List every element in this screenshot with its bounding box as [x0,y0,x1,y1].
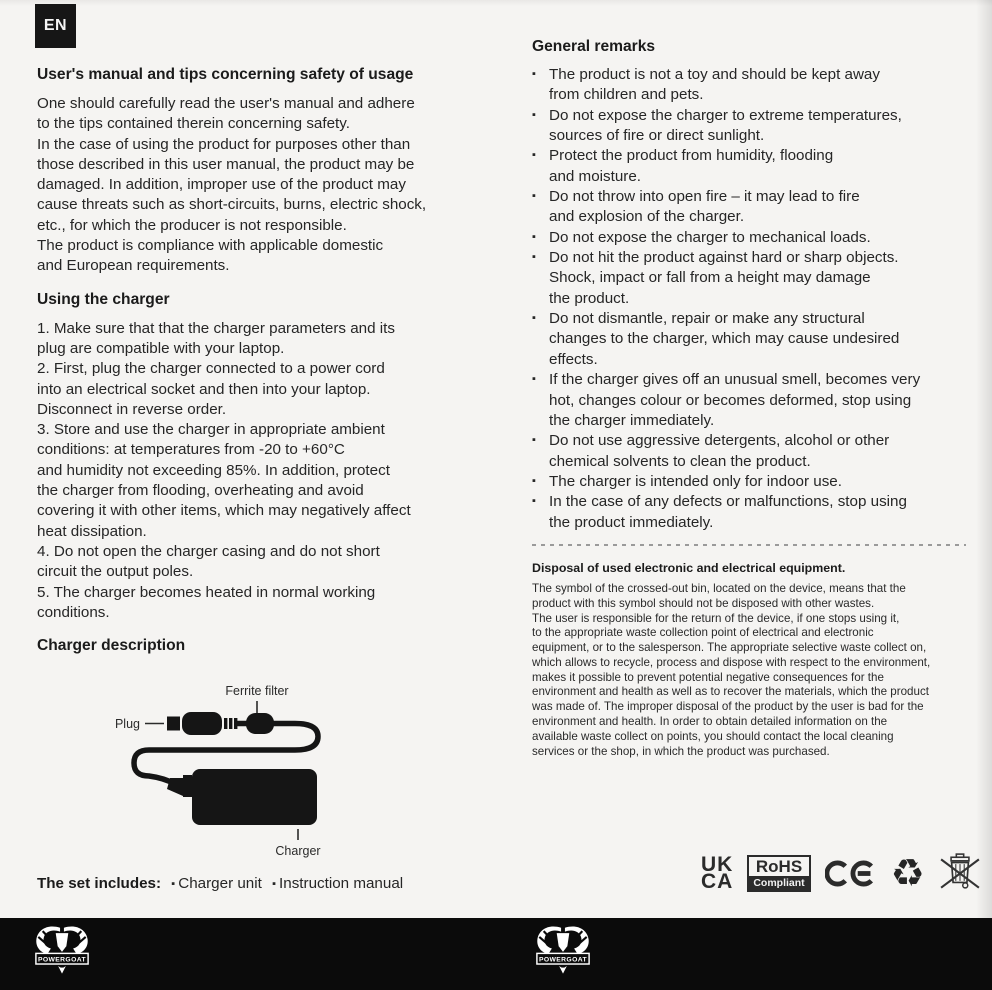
remark-item: ▪ In the case of any defects or malfunctions, stop using the product immediately. [532,492,979,533]
certification-marks-row [701,849,981,897]
remark-item: ▪ Do not dismantle, repair or make any structural changes to the charger, which may cause undesired effects. [532,309,979,370]
powergoat-logo [33,923,91,977]
rohs-mark [747,855,810,892]
manual-heading: User's manual and tips concerning safety of usage [37,66,414,83]
set-includes-line [37,875,480,892]
general-remarks-heading: General remarks [532,38,656,55]
remark-item: ▪ Protect the product from humidity, flooding and moisture. [532,146,979,187]
goat-beard [559,966,567,974]
ce-mark-icon [825,857,877,890]
ukca-mark [701,852,734,893]
goat-horn-left [537,927,561,954]
goat-face [56,933,69,952]
ukca-line2: CA [701,870,734,893]
goat-beard [58,966,66,974]
left-column [37,66,480,892]
brand-name: POWERGOAT [38,956,86,964]
plug-tip-icon [167,717,180,731]
scan-top-shadow [0,0,992,6]
rohs-subtitle: Compliant [749,876,808,890]
remark-item: ▪ Do not expose the charger to mechanical loads. [532,228,979,248]
set-includes-item: ▪ Charger unit [171,875,262,892]
ukca-line1: UK [701,852,734,876]
ferrite-filter-label: Ferrite filter [225,684,289,699]
language-badge: EN [35,4,76,48]
dashed-separator [532,544,966,546]
cable-grommet-icon [224,718,227,729]
plug-body-icon [182,712,222,735]
remark-item: ▪ If the charger gives off an unusual smell, becomes very hot, changes colour or becomes deformed, stop using the charger immediately. [532,370,979,431]
brand-name: POWERGOAT [539,956,587,964]
weee-crossed-bin-icon [939,851,981,895]
goat-horn-right [64,927,88,954]
remark-item: ▪ The product is not a toy and should be kept away from children and pets. [532,65,979,106]
disposal-heading: Disposal of used electronic and electrical equipment. [532,560,846,575]
goat-horn-left [36,927,60,954]
goat-horn-right [565,927,589,954]
charger-label: Charger [275,844,321,859]
using-charger-heading: Using the charger [37,290,170,308]
ferrite-filter-icon [246,713,274,734]
recycling-symbol-icon: ♻ [890,851,925,895]
plug-label: Plug [114,717,140,732]
remark-item: ▪ Do not use aggressive detergents, alcohol or other chemical solvents to clean the product. [532,431,979,472]
set-includes-item: ▪ Instruction manual [272,875,403,892]
charger-body-icon [192,769,317,825]
remark-item: ▪ Do not hit the product against hard or sharp objects. Shock, impact or fall from a height may damage the product. [532,248,979,309]
cable-grommet-icon [229,718,232,729]
footer-bar [0,918,992,990]
goat-face [557,933,570,952]
remark-item: ▪ Do not expose the charger to extreme temperatures, sources of fire or direct sunlight. [532,106,979,147]
rohs-title: RoHS [755,856,803,876]
charger-diagram [37,665,480,867]
general-remarks-list [532,65,979,533]
powergoat-logo [534,923,592,977]
remark-item: ▪ The charger is intended only for indoor use. [532,472,979,492]
right-column [532,38,979,759]
strain-relief-icon [167,778,183,796]
charger-inlet-icon [183,775,192,797]
using-charger-text: 1. Make sure that that the charger parameters and its plug are compatible with your laptop. 2. First, plug the charger connected to a power cord into an electrical socket and then into your laptop. Disconnect in reverse order. 3. Store and use the charger in appropriate ambient conditions: at temperatures from -20 to +60°C and humidity not exceeding 85%. In addition, protect the charger from flooding, overheating and avoid covering it with other items, which may negatively affect heat dissipation. 4. Do not open the charger casing and do not short circuit the output poles. 5. The charger becomes heated in normal working conditions. [37,319,411,621]
manual-body-text: One should carefully read the user's manual and adhere to the tips contained therein concerning safety. In the case of using the product for purposes other than those described in this user manual, the product may be damaged. In addition, improper use of the product may cause threats such as short-circuits, burns, electric shock, etc., for which the producer is not responsible. The product is compliance with applicable domestic and European requirements. [37,95,427,275]
set-includes-label: The set includes: [37,875,162,893]
remark-item: ▪ Do not throw into open fire – it may lead to fire and explosion of the charger. [532,187,979,228]
charger-description-heading: Charger description [37,637,186,655]
disposal-body-text: The symbol of the crossed-out bin, located on the device, means that the product with this symbol should not be disposed with other wastes. The user is responsible for the return of the device, if one stops using it, to the appropriate waste collection point of electrical and electronic equipment, or to the salesperson. The appropriate selective waste collect on, which allows to recycle, process and dispose with respect to the environment, makes it possible to prevent potential negative consequences for the environment and health as well as to recover the materials, which the product was made of. The improper disposal of the product by the user is bad for the environment and health. In order to obtain detailed information on the available waste collect on points, you should contact the local cleaning services or the shop, in which the product was purchased. [532,581,931,758]
